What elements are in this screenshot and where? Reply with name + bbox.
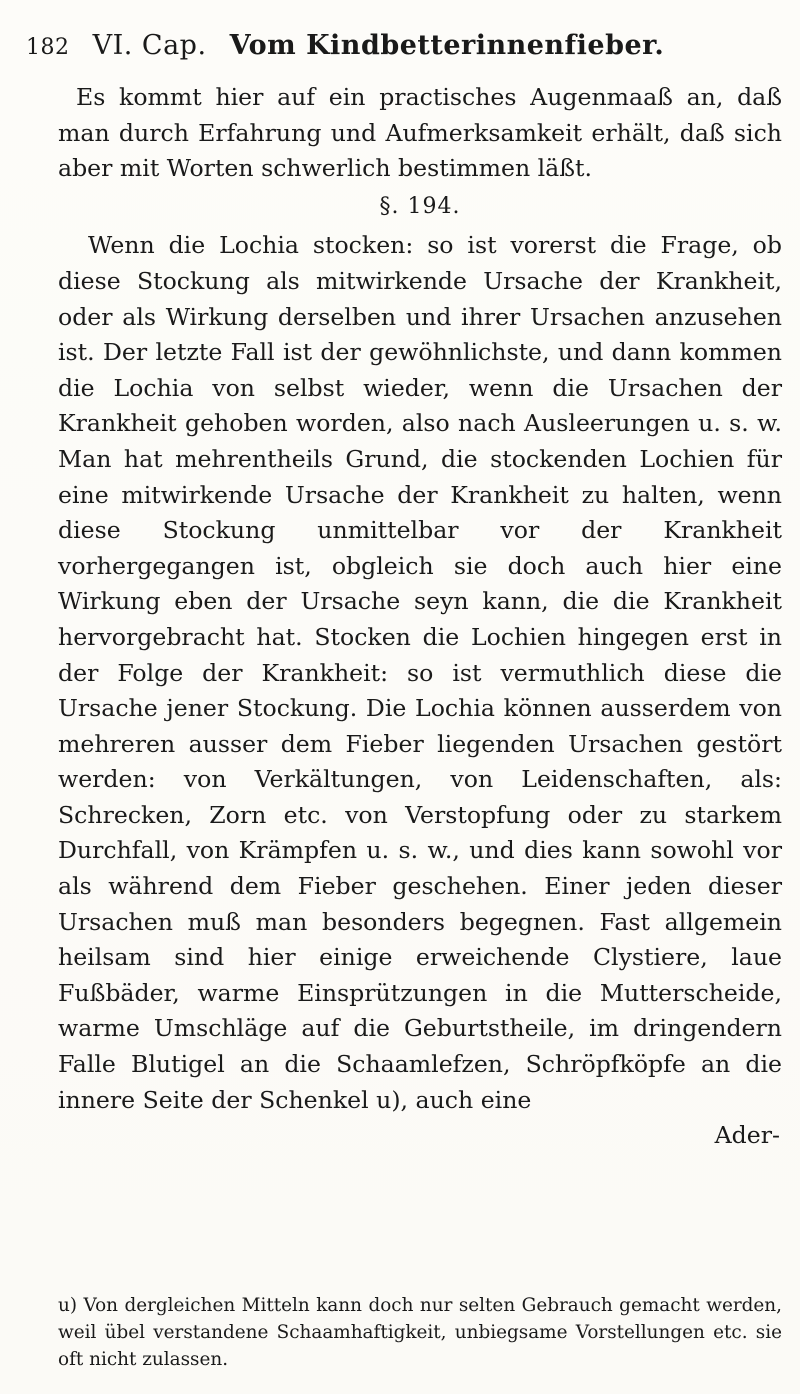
footnote-text: u) Von dergleichen Mitteln kann doch nur selten Gebrauch gemacht werden, weil übel verstandene Schaamhaftigkeit, unbiegsame Vorstellungen etc. sie oft nicht zulassen.	[58, 1295, 782, 1370]
main-paragraph: Wenn die Lochia stocken: so ist vorerst die Frage, ob diese Stockung als mitwirkende Ursache der Krankheit, oder als Wirkung derselben und ihrer Ursachen anzusehen ist. Der letzte Fall ist der gewöhnlichste, und dann kommen die Lochia von selbst wieder, wenn die Ursachen der Krankheit gehoben worden, also nach Ausleerungen u. s. w. Man hat mehrentheils Grund, die stockenden Lochien für eine mitwirkende Ursache der Krankheit zu halten, wenn diese Stockung unmittelbar vor der Krankheit vorhergegangen ist, obgleich sie doch auch hier eine Wirkung eben der Ursache seyn kann, die die Krankheit hervorgebracht hat. Stocken die Lochien hingegen erst in der Folge der Krankheit: so ist vermuthlich diese die Ursache jener Stockung. Die Lochia können ausserdem von mehreren ausser dem Fieber liegenden Ursachen gestört werden: von Verkältungen, von Leidenschaften, als: Schrecken, Zorn etc. von Verstopfung oder zu starkem Durchfall, von Krämpfen u. s. w., und dies kann sowohl vor als während dem Fieber geschehen. Einer jeden dieser Ursachen muß man besonders begegnen. Fast allgemein heilsam sind hier einige erweichende Clystiere, laue Fußbäder, warme Einsprützungen in die Mutterscheide, warme Umschläge auf die Geburtstheile, im dringendern Falle Blutigel an die Schaamlefzen, Schröpfköpfe an die innere Seite der Schenkel u), auch eine	[58, 231, 782, 1114]
section-number: §. 194.	[379, 193, 461, 219]
chapter-label: VI. Cap.	[92, 30, 207, 61]
running-head	[26, 30, 786, 70]
intro-paragraph: Es kommt hier auf ein practisches Augenmaaß an, daß man durch Erfahrung und Aufmerksamkeit erhält, daß sich aber mit Worten schwerlich bestimmen läßt.	[58, 83, 782, 183]
running-head-title: Vom Kindbetterinnenfieber.	[229, 30, 665, 61]
body-text	[58, 80, 782, 1154]
catchword: Ader-	[714, 1121, 780, 1150]
footnote	[58, 1292, 782, 1373]
page-number: 182	[26, 35, 70, 60]
